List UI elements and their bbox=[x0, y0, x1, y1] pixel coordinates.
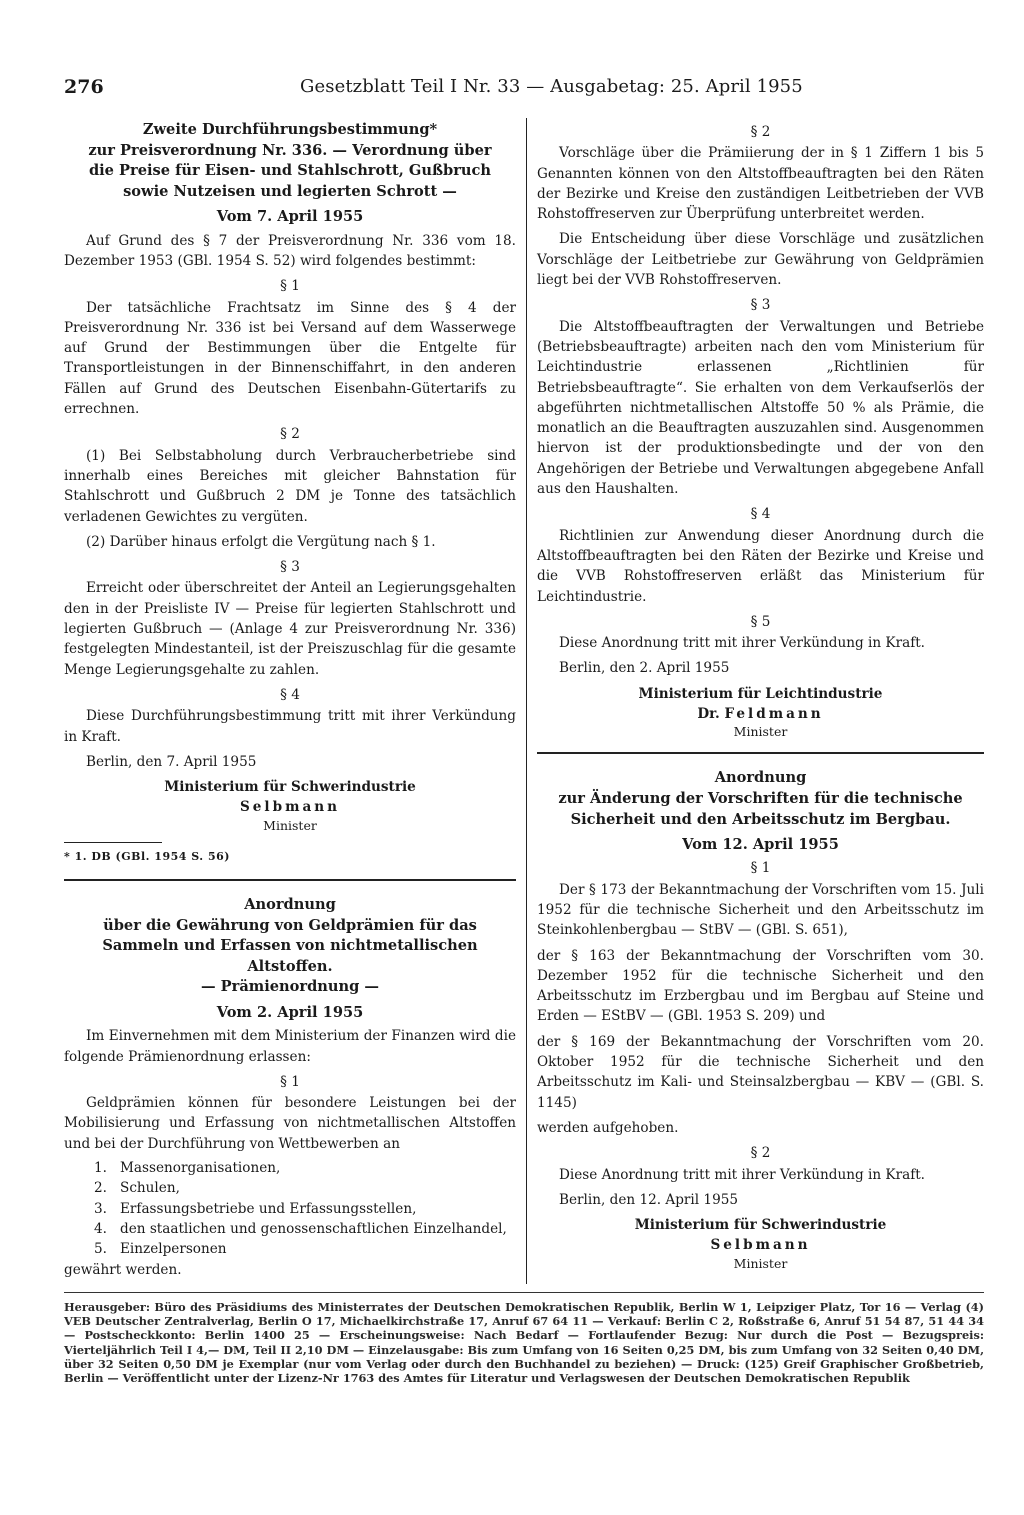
footnote: * 1. DB (GBl. 1954 S. 56) bbox=[64, 849, 230, 863]
right-column bbox=[537, 120, 984, 1272]
doc2-date: Vom 2. April 1955 bbox=[216, 1003, 364, 1021]
doc2-signer-name: Feldmann bbox=[724, 706, 824, 723]
list-item-number: 5. bbox=[94, 1241, 107, 1258]
list-item-text: Erfassungsbetriebe und Erfassungsstellen, bbox=[120, 1200, 417, 1217]
doc2-section-2-para-1: Vorschläge über die Prämiierung der in § 1 Ziffern 1 bis 5 Genannten können von den Altstoffbeauftragten bei den Räten der Bezirke und Kreise den zuständigen Leitbetrieben der VVB Rohstoffreserven zur Überprüfung unterbreitet werden. bbox=[537, 145, 984, 223]
doc1-section-4-text: Diese Durchführungsbestimmung tritt mit ihrer Verkündung in Kraft. bbox=[64, 708, 516, 745]
doc2-title-line: Anordnung bbox=[244, 895, 336, 913]
doc1-title-line: sowie Nutzeisen und legierten Schrott — bbox=[123, 182, 457, 200]
doc2-section-1-heading: § 1 bbox=[280, 1073, 300, 1090]
running-head: Gesetzblatt Teil I Nr. 33 — Ausgabetag: 25. April 1955 bbox=[300, 76, 803, 97]
doc2-title-line: Sammeln und Erfassen von nichtmetallischen bbox=[102, 937, 478, 955]
doc3-section-1-para-1: Der § 173 der Bekanntmachung der Vorschriften vom 15. Juli 1952 für die technische Sicherheit und den Arbeitsschutz im Steinkohlenbergbau — StBV — (GBl. S. 651), bbox=[537, 881, 984, 939]
doc2-section-4-text: Richtlinien zur Anwendung dieser Anordnung durch die Altstoffbeauftragten bei den Räten der Bezirke und Kreise und die VVB Rohstoffreserven erläßt das Ministerium für Leichtindustrie. bbox=[537, 527, 984, 605]
doc1-section-2-para-2: (2) Darüber hinaus erfolgt die Vergütung nach § 1. bbox=[86, 533, 436, 550]
doc1-section-2-heading: § 2 bbox=[280, 426, 300, 443]
doc3-section-1-heading: § 1 bbox=[750, 860, 771, 877]
list-item bbox=[94, 1219, 516, 1239]
doc2-intro: Im Einvernehmen mit dem Ministerium der Finanzen wird die folgende Prämienordnung erlassen: bbox=[64, 1028, 516, 1065]
doc2-section-1-text: Geldprämien können für besondere Leistungen bei der Mobilisierung und Erfassung von nichtmetallischen Altstoffen und bei der Durchführung von Wettbewerben an bbox=[64, 1095, 516, 1152]
doc2-signer-title: Dr. bbox=[697, 706, 720, 723]
doc1-title-line: die Preise für Eisen- und Stahlschrott, Gußbruch bbox=[88, 162, 492, 180]
doc2-section-2-heading: § 2 bbox=[750, 124, 771, 140]
list-item-number: 4. bbox=[94, 1220, 107, 1237]
list-item-number: 2. bbox=[94, 1180, 107, 1197]
doc1-signer-role: Minister bbox=[263, 817, 317, 833]
doc2-signer bbox=[537, 704, 984, 724]
doc3-title-line: Sicherheit und den Arbeitsschutz im Bergbau. bbox=[570, 810, 951, 828]
imprint-rule bbox=[64, 1292, 984, 1293]
doc1-signer: Selbmann bbox=[239, 799, 341, 816]
imprint: Herausgeber: Büro des Präsidiums des Ministerrates der Deutschen Demokratischen Republik, Berlin W 1, Leipziger Platz, Tor 16 — Verlag (4) VEB Deutscher Zentralverlag, Berlin O 17, Michaelkirchstraße 17, Anruf 67 64 11 — Verkauf: Berlin C 2, Roßstraße 6, Anruf 51 54 87, 51 44 34 — Postscheckkonto: Berlin 1400 25 — Erscheinungsweise: Nach Bedarf — Fortlaufender Bezug: Nur durch die Post — Bezugspreis: Vierteljährlich Teil I 4,— DM, Teil II 2,10 DM — Einzelausgabe: Bis zum Umfang von 16 Seiten 0,25 DM, bis zum Umfang von 32 Seiten 0,40 DM, über 32 Seiten 0,50 DM je Exemplar (nur vom Verlag oder durch den Buchhandel zu beziehen) — Druck: (125) Greif Graphischer Großbetrieb, Berlin — Veröffentlicht unter der Lizenz-Nr 1763 des Amtes für Literatur und Verlagswesen der Deutschen Demokratischen Republik bbox=[64, 1300, 984, 1386]
doc1-date: Vom 7. April 1955 bbox=[216, 208, 364, 226]
doc1-section-3-text: Erreicht oder überschreitet der Anteil an Legierungsgehalten den in der Preisliste IV — Preise für legierten Stahlschrott und legierten Gußbruch — (Anlage 4 zur Preisverordnung Nr. 336) festgelegten Mindestanteil, ist der Preiszuschlag für die gesamte Menge Legierungsgehalte zu zahlen. bbox=[64, 580, 516, 678]
list-item-text: Schulen, bbox=[120, 1180, 180, 1197]
doc2-section-3-heading: § 3 bbox=[750, 297, 771, 314]
doc3-place-date: Berlin, den 12. April 1955 bbox=[559, 1191, 739, 1208]
doc1-section-1-text: Der tatsächliche Frachtsatz im Sinne des § 4 der Preisverordnung Nr. 336 ist bei Versand auf dem Wasserwege auf Grund der Bestimmungen über die Entgelte für Transportleistungen in der Binnenschiffahrt, in den anderen Fällen auf Grund des Deutschen Eisenbahn-Gütertarifs zu errechnen. bbox=[64, 299, 516, 418]
doc3-title-line: zur Änderung der Vorschriften für die technische bbox=[558, 789, 963, 807]
list-item-text: Massenorganisationen, bbox=[120, 1160, 281, 1177]
doc3-section-1-end: werden aufgehoben. bbox=[537, 1119, 679, 1136]
list-item bbox=[94, 1178, 516, 1198]
doc1-title-line: zur Preisverordnung Nr. 336. — Verordnung über bbox=[88, 141, 492, 159]
doc1-place-date: Berlin, den 7. April 1955 bbox=[86, 753, 257, 770]
list-item bbox=[94, 1239, 516, 1259]
doc3-signer-role: Minister bbox=[733, 1255, 788, 1271]
doc3-title-line: Anordnung bbox=[714, 769, 807, 787]
doc1-section-3-heading: § 3 bbox=[280, 559, 300, 576]
doc1-section-4-heading: § 4 bbox=[280, 686, 300, 703]
doc2-section-3-text: Die Altstoffbeauftragten der Verwaltungen und Betriebe (Betriebsbeauftragte) arbeiten nach den vom Ministerium für Leichtindustrie erlassenen „Richtlinien für Betriebsbeauftragte“. Sie erhalten von dem Verkaufserlös der abgeführten nichtmetallischen Altstoffe 50 % als Prämie, die monatlich an die Beauftragten auszuzahlen sind. Ausgenommen hiervon ist der produktionsbedingte und der von den Angehörigen der Betriebe und Verwaltungen abgegebene Anfall aus den Haushalten. bbox=[537, 318, 984, 498]
doc2-section-5-heading: § 5 bbox=[750, 613, 771, 630]
doc2-section-4-heading: § 4 bbox=[750, 506, 771, 523]
page-header bbox=[64, 76, 984, 100]
doc3-section-2-heading: § 2 bbox=[750, 1145, 771, 1162]
doc3-signer: Selbmann bbox=[710, 1237, 811, 1254]
doc2-section-2-para-2: Die Entscheidung über diese Vorschläge und zusätzlichen Vorschläge der Leitbetriebe zur Gewährung von Geldprämien liegt bei der VVB Rohstoffreserven. bbox=[537, 231, 984, 289]
list-item-text: Einzelpersonen bbox=[120, 1241, 227, 1258]
doc3-section-2-text: Diese Anordnung tritt mit ihrer Verkündung in Kraft. bbox=[559, 1166, 926, 1183]
doc3-title bbox=[537, 768, 984, 830]
doc2-section-1-end: gewährt werden. bbox=[64, 1261, 182, 1278]
doc3-section-1-para-2: der § 163 der Bekanntmachung der Vorschriften vom 30. Dezember 1952 für die technische Sicherheit und den Arbeitsschutz im Erzbergbau und im Bergbau auf Steine und Erden — EStBV — (GBl. 1953 S. 209) und bbox=[537, 947, 984, 1025]
doc2-title bbox=[64, 895, 516, 998]
doc2-title-line: Altstoffen. bbox=[247, 957, 333, 975]
list-item-number: 1. bbox=[94, 1160, 107, 1177]
section-separator bbox=[64, 879, 516, 881]
doc1-title-line: Zweite Durchführungsbestimmung* bbox=[142, 121, 438, 138]
section-separator bbox=[537, 752, 984, 754]
column-divider bbox=[526, 118, 527, 1284]
doc2-ministry: Ministerium für Leichtindustrie bbox=[638, 685, 883, 702]
list-item-number: 3. bbox=[94, 1200, 107, 1217]
doc3-ministry: Ministerium für Schwerindustrie bbox=[634, 1217, 887, 1234]
list-item bbox=[94, 1199, 516, 1219]
doc1-intro: Auf Grund des § 7 der Preisverordnung Nr. 336 vom 18. Dezember 1953 (GBl. 1954 S. 52) wird folgendes bestimmt: bbox=[64, 232, 516, 269]
list-item-text: den staatlichen und genossenschaftlichen Einzelhandel, bbox=[120, 1220, 507, 1237]
doc2-title-line: über die Gewährung von Geldprämien für das bbox=[103, 916, 477, 934]
doc3-date: Vom 12. April 1955 bbox=[682, 836, 839, 854]
left-column bbox=[64, 120, 516, 1285]
doc2-place-date: Berlin, den 2. April 1955 bbox=[559, 660, 730, 677]
doc2-recipient-list bbox=[94, 1158, 516, 1259]
doc2-section-5-text: Diese Anordnung tritt mit ihrer Verkündung in Kraft. bbox=[559, 635, 926, 652]
doc2-title-line: — Prämienordnung — bbox=[200, 978, 379, 996]
doc1-section-2-para-1: (1) Bei Selbstabholung durch Verbraucherbetriebe sind innerhalb eines Bereiches mit gleicher Bahnstation für Stahlschrott und Gußbruch 2 DM je Tonne des tatsächlich verladenen Gewichtes zu vergüten. bbox=[64, 447, 516, 525]
doc1-ministry: Ministerium für Schwerindustrie bbox=[164, 779, 416, 796]
page-number: 276 bbox=[64, 76, 104, 98]
footnote-rule bbox=[64, 842, 162, 843]
doc2-signer-role: Minister bbox=[733, 724, 788, 740]
doc1-section-1-heading: § 1 bbox=[280, 278, 300, 295]
doc3-section-1-para-3: der § 169 der Bekanntmachung der Vorschriften vom 20. Oktober 1952 für die technische Sicherheit und den Arbeitsschutz im Kali- und Steinsalzbergbau — KBV — (GBl. S. 1145) bbox=[537, 1033, 984, 1111]
doc1-title bbox=[64, 120, 516, 202]
list-item bbox=[94, 1158, 516, 1178]
